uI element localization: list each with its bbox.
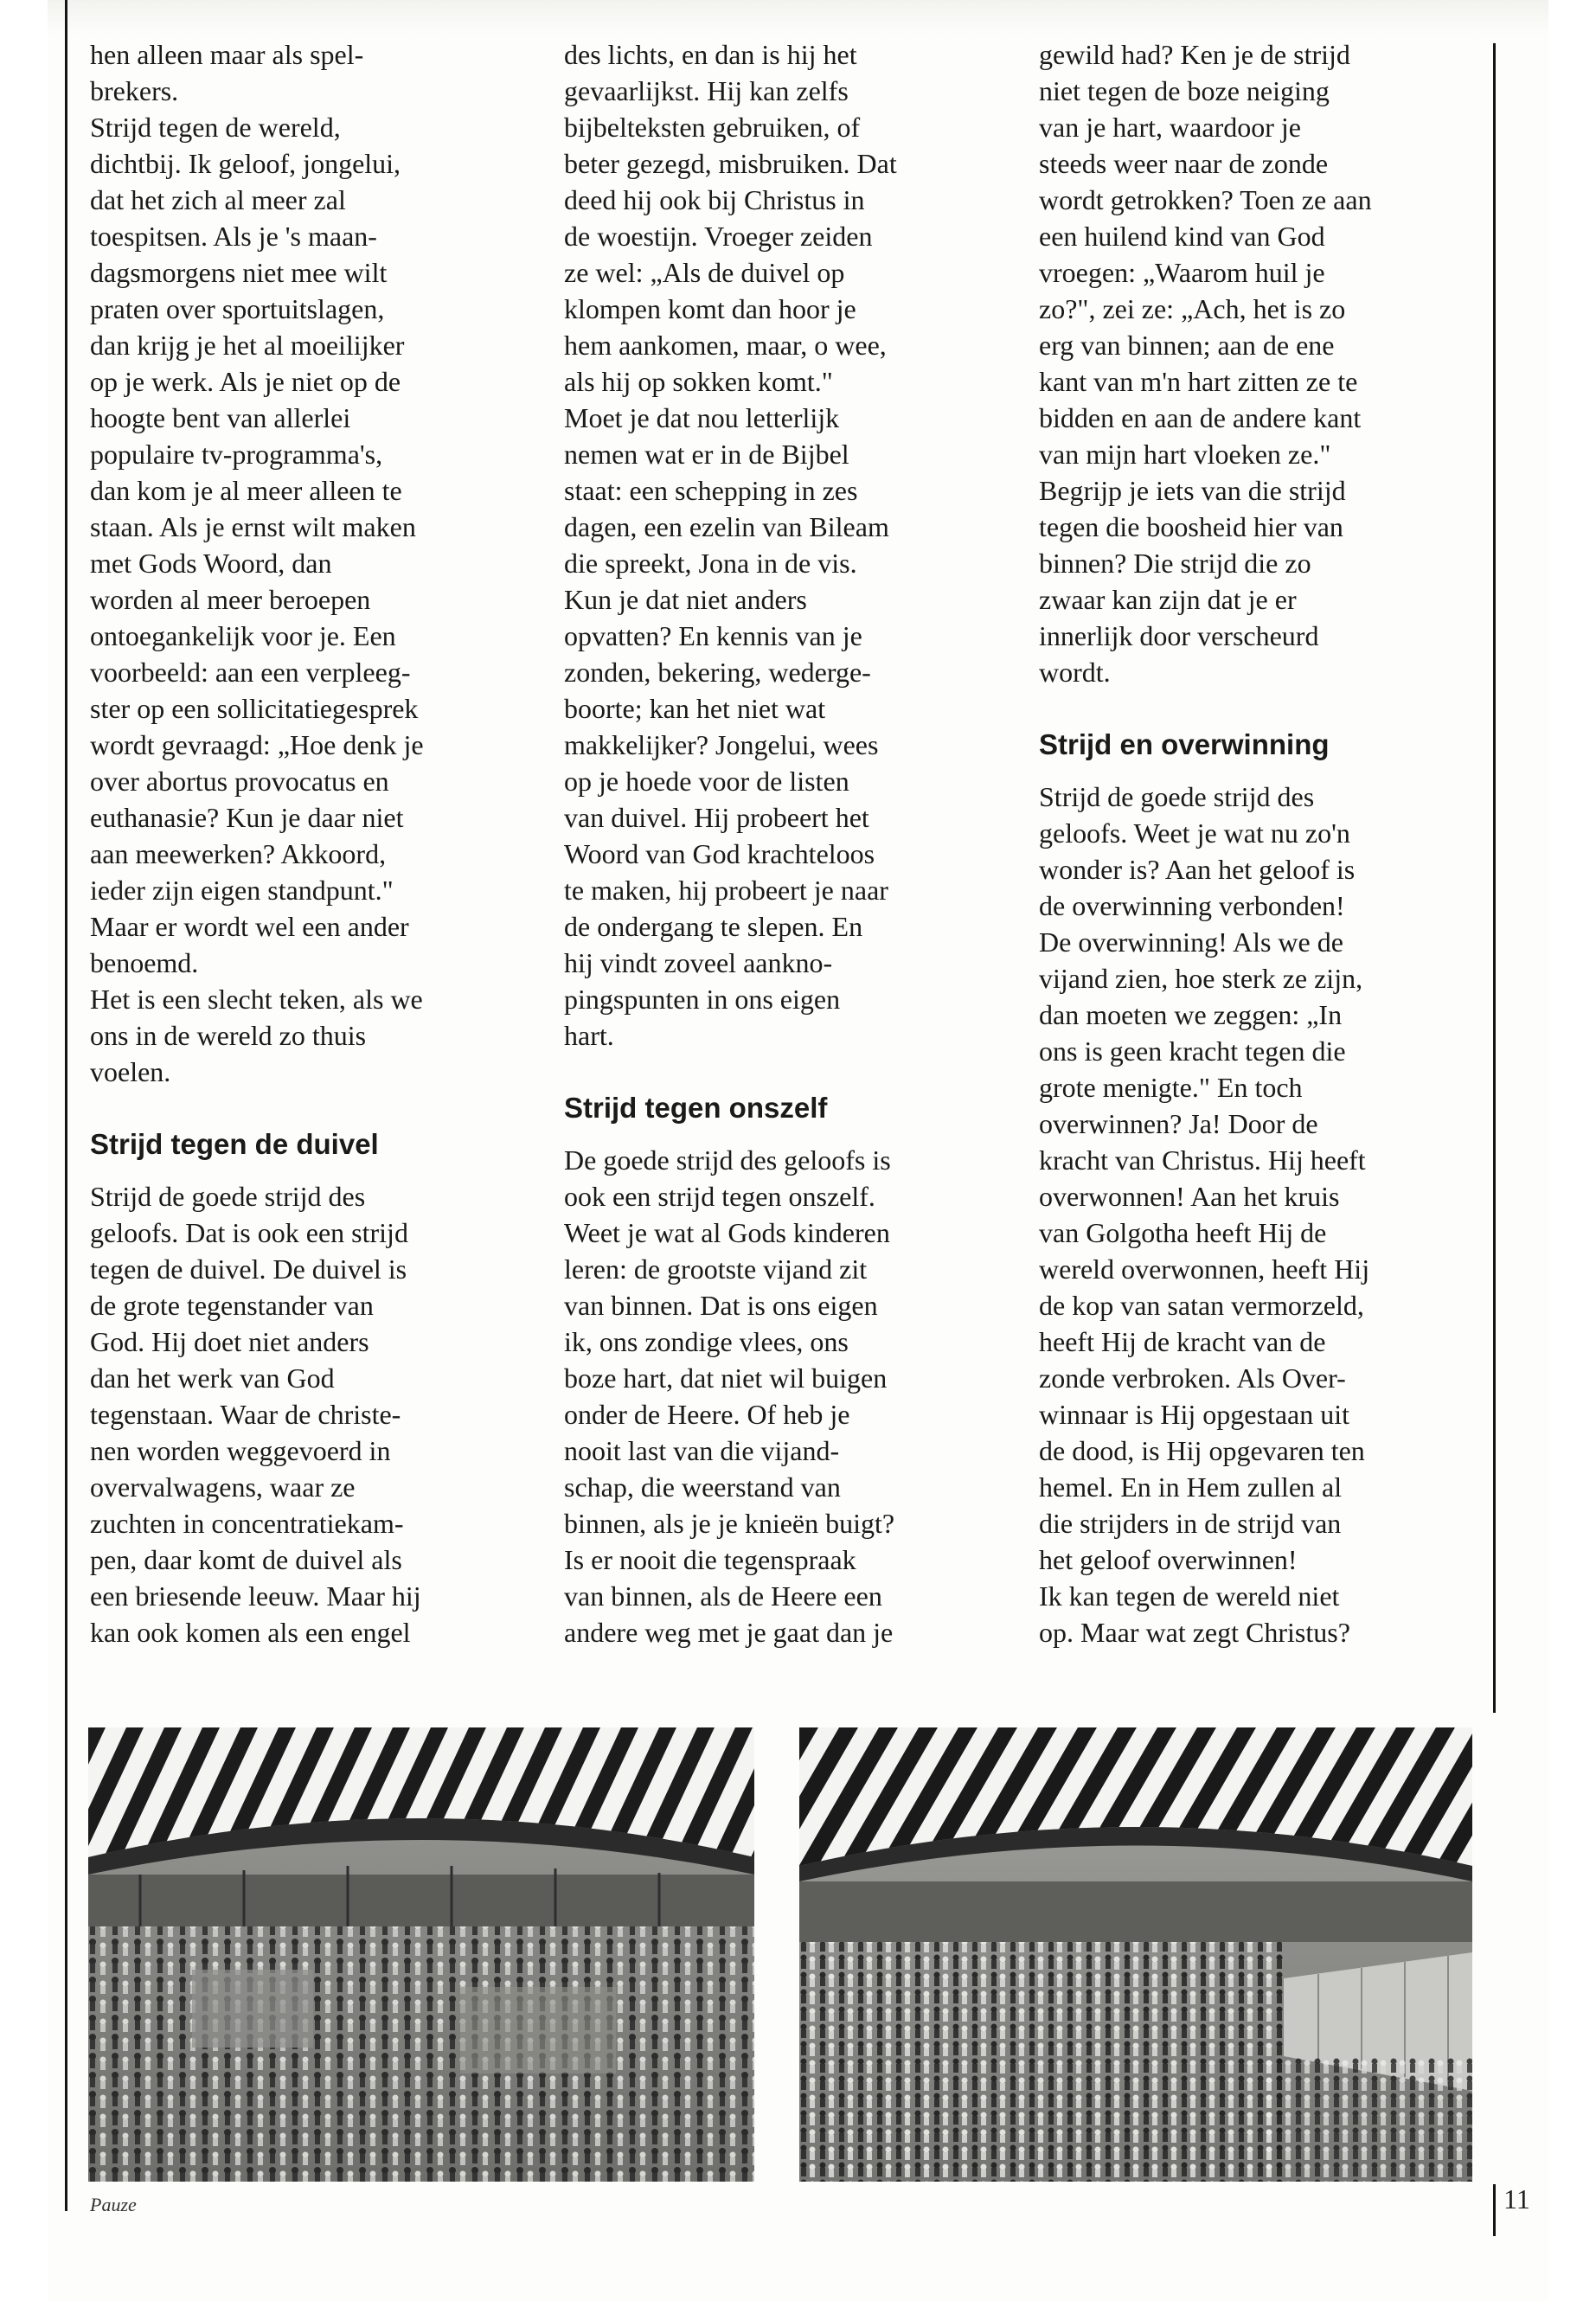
- column-1-body: hen alleen maar als spel- brekers. Strijd tegen de wereld, dichtbij. Ik geloof, jongelui, dat het zich al meer zal toespitsen. Als je 's maan- dagsmorgens niet mee wilt praten over sportuitslagen, dan krijg je het al moeilijker op je werk. Als je niet op de hoogte bent van allerlei populaire tv-programma's, dan kom je al meer alleen te staan. Als je ernst wilt maken met Gods Woord, dan worden al meer beroepen ontoegankelijk voor je. Een voorbeeld: aan een verpleeg- ster op een sollicitatiegesprek wordt gevraagd: „Hoe denk je over abortus provocatus en euthanasie? Kun je daar niet aan meewerken? Akkoord, ieder zijn eigen standpunt." Maar er wordt wel een ander benoemd. Het is een slecht teken, als we ons in de wereld zo thuis voelen.: [90, 39, 424, 1087]
- photo-caption: Pauze: [90, 2194, 137, 2215]
- photo-hall-right: [799, 1727, 1472, 2182]
- left-margin-rule: [65, 0, 67, 2211]
- hall-photo-left-image: [88, 1727, 754, 2182]
- column-1-body-continued: Strijd de goede strijd des geloofs. Dat is ook een strijd tegen de duivel. De duivel is de grote tegenstander van God. Hij doet niet anders dan het werk van God tegenstaan. Waar de christe- nen worden weggevoerd in overvalwagens, waar ze zuchten in concentratiekam- pen, daar komt de duivel als een briesende leeuw. Maar hij kan ook komen als een engel: [90, 1181, 421, 1648]
- column-3-body: gewild had? Ken je de strijd niet tegen de boze neiging van je hart, waardoor je steeds weer naar de zonde wordt getrokken? Toen ze aan een huilend kind van God vroegen: „Waarom huil je zo?", zei ze: „Ach, het is zo erg van binnen; aan de ene kant van m'n hart zitten ze te bidden en aan de andere kant van mijn hart vloeken ze." Begrijp je iets van die strijd tegen die boosheid hier van binnen? Die strijd die zo zwaar kan zijn dat je er innerlijk door verscheurd wordt.: [1039, 39, 1372, 688]
- page-number: 11: [1503, 2183, 1530, 2214]
- heading-strijd-tegen-onszelf: Strijd tegen onszelf: [564, 1092, 828, 1124]
- hall-photo-right-image: [799, 1727, 1472, 2182]
- text-column-1: [90, 36, 540, 1650]
- text-column-2: [564, 36, 1014, 1650]
- page-number-rule: [1493, 2184, 1496, 2236]
- heading-strijd-en-overwinning: Strijd en overwinning: [1039, 728, 1330, 760]
- text-column-3: [1039, 36, 1476, 1650]
- top-edge-band: [48, 0, 1548, 35]
- column-3-body-continued: Strijd de goede strijd des geloofs. Weet je wat nu zo'n wonder is? Aan het geloof is de overwinning verbonden! De overwinning! Als we de vijand zien, hoe sterk ze zijn, dan moeten we zeggen: „In ons is geen kracht tegen die grote menigte." En toch overwinnen? Ja! Door de kracht van Christus. Hij heeft overwonnen! Aan het kruis van Golgotha heeft Hij de wereld overwonnen, heeft Hij de kop van satan vermorzeld, heeft Hij de kracht van de zonde verbroken. Als Over- winnaar is Hij opgestaan uit de dood, is Hij opgevaren ten hemel. En in Hem zullen al die strijders in de strijd van het geloof overwinnen! Ik kan tegen de wereld niet op. Maar wat zegt Christus?: [1039, 781, 1370, 1648]
- right-margin-rule: [1493, 43, 1496, 1713]
- column-2-body-continued: De goede strijd des geloofs is ook een strijd tegen onszelf. Weet je wat al Gods kinderen leren: de grootste vijand zit van binnen. Dat is ons eigen ik, ons zondige vlees, ons boze hart, dat niet wil buigen onder de Heere. Of heb je nooit last van die vijand- schap, die weerstand van binnen, als je je knieën buigt? Is er nooit die tegenspraak van binnen, als de Heere een andere weg met je gaat dan je: [564, 1144, 895, 1648]
- heading-strijd-tegen-de-duivel: Strijd tegen de duivel: [90, 1128, 379, 1160]
- photo-hall-left: [88, 1727, 754, 2182]
- column-2-body: des lichts, en dan is hij het gevaarlijkst. Hij kan zelfs bijbelteksten gebruiken, of beter gezegd, misbruiken. Dat deed hij ook bij Christus in de woestijn. Vroeger zeiden ze wel: „Als de duivel op klompen komt dan hoor je hem aankomen, maar, o wee, als hij op sokken komt." Moet je dat nou letterlijk nemen wat er in de Bijbel staat: een schepping in zes dagen, een ezelin van Bileam die spreekt, Jona in de vis. Kun je dat niet anders opvatten? En kennis van je zonden, bekering, wederge- boorte; kan het niet wat makkelijker? Jongelui, wees op je hoede voor de listen van duivel. Hij probeert het Woord van God krachteloos te maken, hij probeert je naar de ondergang te slepen. En hij vindt zoveel aankno- pingspunten in ons eigen hart.: [564, 39, 897, 1051]
